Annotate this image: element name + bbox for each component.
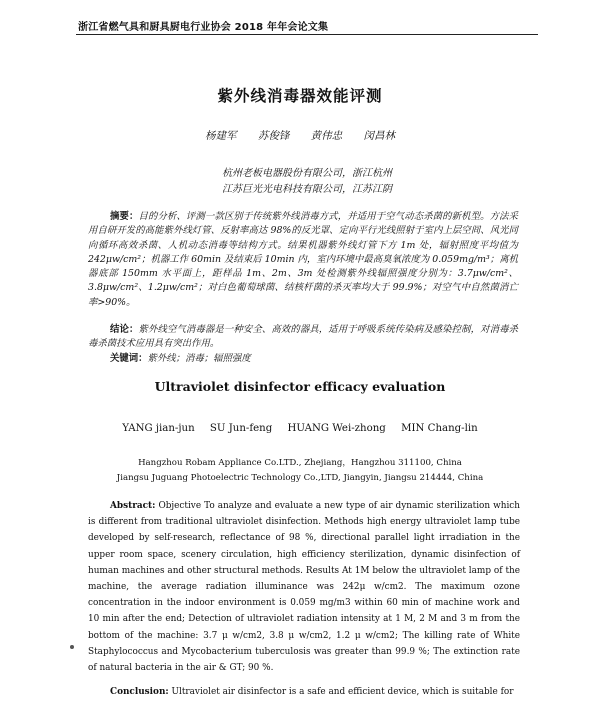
english-title: Ultraviolet disinfector efficacy evaluation [154,379,446,394]
header-rule [76,34,538,35]
chinese-author: 苏俊锋 [257,130,290,142]
running-header: 浙江省燃气具和厨具厨电行业协会 2018 年年会论文集 [78,22,329,33]
english-abstract-text: Objective To analyze and evaluate a new type of air dynamic sterilization which is different from traditional ultraviolet disinfection. Methods high energy ultraviolet lamp tube developed by self-research, reflectance of 98 %, directional parallel light irradiation in the upper room space, scenery circulation, high efficiency sterilization, dynamic disinfection of human machines and other structural methods. Results At 1M below the ultraviolet lamp of the machine, the average radiation illuminance was 242μ w/cm2. The maximum ozone concentration in the indoor environment is 0.059 mg/m3 within 60 min of machine work and 10 min after the end; Detection of ultraviolet radiation intensity at 1 M, 2 M and 3 m from the bottom of the machine: 3.7 μ w/cm2, 3.8 μ w/cm2, 1.2 μ w/cm2; The killing rate of White Staphylococcus and Mycobacterium tuberculosis was greater than 99.9 %; The extinction rate of natural bacteria in the air & GT; 90 %. [88,501,520,674]
chinese-conclusion-text: 紫外线空气消毒器是一种安全、高效的器具，适用于呼吸系统传染病及感染控制，对消毒杀毒杀菌技术应用具有突出作用。 [88,324,518,350]
english-conclusion-text: Ultraviolet air disinfector is a safe and efficient device, which is suitable for [171,687,514,697]
chinese-abstract-text: 目的分析、评测一款区别于传统紫外线消毒方式，并适用于空气动态杀菌的新机型。方法采用自研开发的高能紫外线灯管、反射率高达 98%的反光罩、定向平行光线照射于室内上层空间、风光同向循环高效杀菌、人机动态消毒等结构方式。结果机器紫外线灯管下方 1m 处，辐射照度平均值为 242μw/cm²；机器工作 60min 及结束后 10min 内，室内环境中最高臭氧浓度为 0.059mg/m³；离机器底部 150mm 水平面上，距样品 1m、2m、3m 处检测紫外线辐照强度分别为：3.7μw/cm²、3.8μw/cm²、1.2μw/cm²；对白色葡萄球菌、结核杆菌的杀灭率均大于 99.9%；对空气中自然菌消亡率>90%。 [88,211,518,308]
english-conclusion-label: Conclusion: [110,687,169,697]
chinese-conclusion [88,323,518,352]
chinese-title: 紫外线消毒器效能评测 [217,87,383,105]
chinese-abstract-label: 摘要： [110,211,139,222]
chinese-author: 杨建军 [204,130,237,142]
chinese-keywords-label: 关键词： [110,353,148,364]
chinese-keywords [110,352,510,366]
english-abstract-label: Abstract: [110,501,156,511]
english-affiliation: Jiangsu Juguang Photoelectric Technology Co.,LTD, Jiangyin, Jiangsu 214444, China [116,473,484,483]
margin-mark [70,645,74,649]
chinese-keywords-text: 紫外线；消毒；辐照强度 [147,353,251,364]
chinese-conclusion-label: 结论： [110,324,139,335]
english-author: HUANG Wei-zhong [287,423,386,434]
chinese-author: 闵昌林 [363,130,396,142]
english-abstract [88,498,520,676]
chinese-affiliation: 江苏巨光光电科技有限公司，江苏江阴 [222,184,392,195]
chinese-authors [0,128,600,143]
english-author: SU Jun-feng [209,423,273,434]
english-authors [0,423,600,434]
chinese-author: 黄伟忠 [310,130,343,142]
chinese-abstract [88,210,518,310]
english-author: YANG jian-jun [122,423,195,434]
english-author: MIN Chang-lin [401,423,478,434]
english-affiliation: Hangzhou Robam Appliance Co.LTD., Zhejiang，Hangzhou 311100, China [138,458,462,468]
english-conclusion [88,684,520,700]
chinese-affiliation: 杭州老板电器股份有限公司，浙江杭州 [222,168,392,179]
